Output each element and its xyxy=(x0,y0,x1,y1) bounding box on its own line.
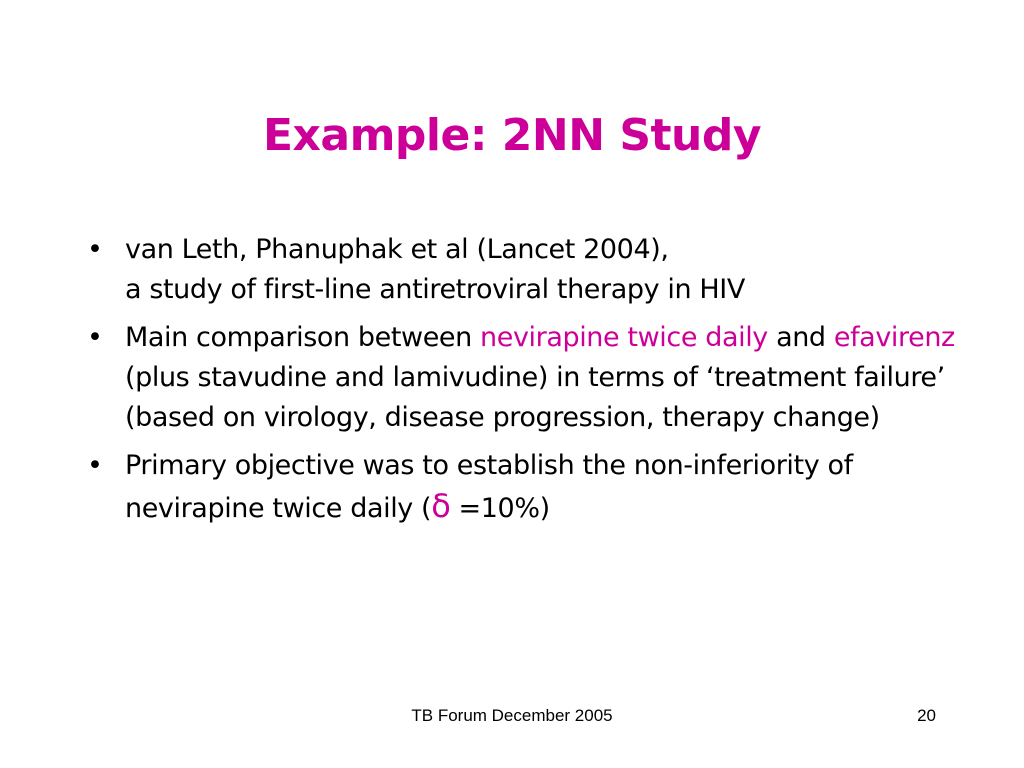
bullet-2-text-c: (plus stavudine and lamivudine) in terms of ‘treatment failure’ (based on virology, disease progression, therapy change) xyxy=(125,362,945,433)
bullet-item-1 xyxy=(85,230,955,310)
bullet-2-text-b: and xyxy=(767,322,834,353)
bullet-1-line-2: a study of first-line antiretroviral therapy in HIV xyxy=(125,274,745,305)
slide-title: Example: 2NN Study xyxy=(262,110,762,161)
bullet-item-3 xyxy=(85,446,955,529)
highlight-efavirenz: efavirenz xyxy=(833,322,955,353)
bullet-3-text-a: Primary objective was to establish the non-inferiority of nevirapine twice daily ( xyxy=(125,450,853,524)
page-number: 20 xyxy=(917,706,936,725)
delta-symbol: δ xyxy=(431,487,451,525)
bullet-3-text-b: =10%) xyxy=(450,493,550,524)
bullet-marker: • xyxy=(87,234,103,265)
highlight-nevirapine: nevirapine twice daily xyxy=(480,322,768,353)
bullet-2-text-a: Main comparison between xyxy=(125,322,481,353)
bullet-marker: • xyxy=(87,450,103,481)
bullet-marker: • xyxy=(87,322,103,353)
footer-text: TB Forum December 2005 xyxy=(411,706,613,725)
bullet-list xyxy=(85,230,955,537)
bullet-item-2 xyxy=(85,318,955,438)
bullet-1-line-1: van Leth, Phanuphak et al (Lancet 2004), xyxy=(125,234,669,265)
